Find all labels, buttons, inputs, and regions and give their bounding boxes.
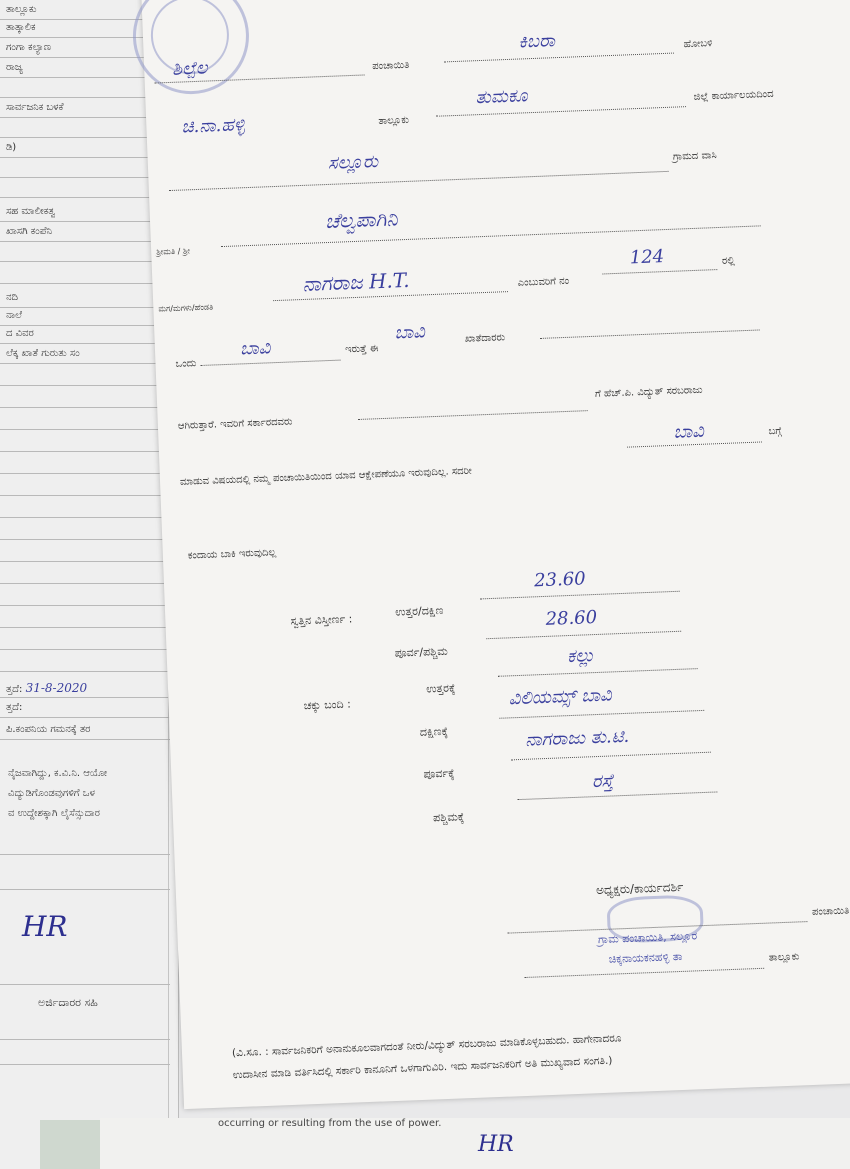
blank-row [0,1045,170,1065]
left-form-row: ಸಾರ್ವಜನಿಕ ಬಳಕೆ [0,98,170,118]
blank-row [0,366,170,386]
para-line-2: ವಿದ್ಯುಡಿಗೊಂಡವುಗಳಿಗೆ ಒಳ [8,788,95,799]
bottom-sheet [100,1118,850,1169]
officer-taluk-suffix: ತಾಲ್ಲೂಕು [768,951,800,964]
dotted-line [498,667,698,677]
hand-name: ಚೆಲ್ವಪಾಗಿನಿ [324,206,398,234]
label-ondu: ಒಂದು [175,358,197,370]
label-grama: ಗ್ರಾಮದ ವಾಸಿ [672,150,717,163]
left-form-row: ಗಂಗಾ ಕಲ್ಯಾಣ [0,38,170,58]
label-south: ದಕ್ಷಿಣಕ್ಕೆ [419,724,449,739]
hand-village: ಶಿಲ್ಪೆಲ [171,57,208,80]
note-line-1: (ವಿ.ಸೂ. : ಸಾರ್ವಜನಿಕರಿಗೆ ಅನಾನುಕೂಲವಾಗದಂತೆ ನೀರು/ವಿದ್ಯುತ್ ಸರಬರಾಜು ಮಾಡಿಕೊಳ್ಳಬಹುದು. ಹಾಗೇನಾದರೂ [231,1032,622,1060]
blank-row [0,630,170,650]
hand-well-3: ಬಾವಿ [673,420,705,443]
left-form-row: ನಾಲೆ [0,306,170,326]
hand-well-1: ಬಾವಿ [239,337,271,360]
label-district: ಜಿಲ್ಲೆ ಕಾರ್ಯಾಲಯದಿಂದ [693,88,774,103]
blank-row [0,652,170,672]
label-taluk: ತಾಲ್ಲೂಕು [378,114,410,127]
blank-row [0,870,170,890]
left-form-row: ತಾತ್ಕಾಲಿಕ [0,18,170,38]
left-form-row: ಸಹ ಮಾಲೀಕತ್ವ [0,202,170,222]
left-form-row: ಡಿ) [0,138,170,158]
label-shrimati: ಶ್ರೀಮತಿ / ಶ್ರೀ [156,246,191,257]
blank-row [0,454,170,474]
dotted-line [486,630,681,639]
dotted-line [540,328,760,338]
left-form-row [0,118,170,138]
blank-row [0,432,170,452]
label-no-dues: ಕಂದಾಯ ಬಾಕಿ ಇರುವುದಿಲ್ಲ [187,547,277,562]
label-west: ಪಶ್ಚಿಮಕ್ಕೆ [432,810,465,825]
boundary-west-value: ರಸ್ತೆ [591,770,614,793]
area-east-west-value: 28.60 [545,606,598,630]
left-form-row: ದ ವಿವರ [0,324,170,344]
para-line-3: ವ ಉದ್ದೇಶಕ್ಕಾಗಿ ಲೈಸೆನ್ಸುದಾರ [8,808,100,819]
label-survey-no: ಎಂಬುವರಿಗೆ ನಂ [517,275,570,289]
blank-row [0,586,170,606]
label-line7: ಆಗಿರುತ್ತಾರೆ. ಇವರಿಗೆ ಸರ್ಕಾರದವರು [177,416,293,432]
blank-row [0,564,170,584]
applicant-signature-label: ಅರ್ಜಿದಾರರ ಸಹಿ [38,996,98,1009]
label-north: ಉತ್ತರಕ್ಕೆ [425,681,456,696]
area-north-south-value: 23.60 [533,568,587,592]
dotted-line [480,590,680,600]
blank-row [0,520,170,540]
left-form-row: ಖಾಸಗಿ ಕಂಪೆನಿ [0,222,170,242]
officer-title: ಅಧ್ಯಕ್ಷರು/ಕಾರ್ಯದರ್ಶಿ [595,879,684,898]
label-ralli: ರಲ್ಲಿ [721,255,736,267]
blank-row [0,498,170,518]
label-area: ಸ್ವತ್ತಿನ ವಿಸ್ತೀರ್ಣ : [290,612,353,628]
left-form-row [0,158,170,178]
left-form-row [0,264,170,284]
label-line8: ಮಾಡುವ ವಿಷಯದಲ್ಲಿ ನಮ್ಮ ಪಂಚಾಯಿತಿಯಿಂದ ಯಾವ ಆಕ್ಷೇಪಣೆಯೂ ಇರುವುದಿಲ್ಲ. ಸದರೀ [179,465,473,488]
stamp-line-1: ಗ್ರಾಮ ಪಂಚಾಯಿತಿ, ಸಲ್ಲೂರ [597,929,698,947]
hand-father-name: ನಾಗರಾಜ H.T. [302,267,410,296]
left-form-row: ತಾಲ್ಲೂಕು [0,0,170,20]
dotted-line [499,709,704,719]
boundary-east-value: ನಾಗರಾಜು ತು.ಟಿ. [524,725,630,751]
officer-panchayat-suffix: ಪಂಚಾಯಿತಿ [811,905,850,918]
label-iruttha: ಇರುತ್ತೆ ಈ [344,343,379,356]
dotted-line [221,224,761,247]
bottom-print-text: occurring or resulting from the use of power. [218,1118,442,1129]
dotted-line [444,52,674,63]
dotted-line [358,409,588,420]
bottom-signature: HR [478,1132,514,1157]
dotted-line [169,170,669,191]
label-bagge: ಬಗ್ಗೆ [768,425,782,438]
left-form-row: ಲೆಕ್ಕ ಖಾತೆ ಗುರುತು ಸಂ [0,344,170,364]
blank-row [0,835,170,855]
dotted-line [436,105,686,117]
label-east: ಪೂರ್ವಕ್ಕೆ [423,766,455,781]
label-east-west: ಪೂರ್ವ/ಪಶ್ಚಿಮ [394,644,448,660]
blank-row [0,965,170,985]
note-line-2: ಉದಾಸೀನ ಮಾಡಿ ವರ್ತಿಸಿದಲ್ಲಿ ಸರ್ಕಾರಿ ಕಾನೂನಿಗೆ ಒಳಗಾಗುವಿರಿ. ಇದು ಸಾರ್ವಜನಿಕರಿಗೆ ಅತಿ ಮುಖ್ಯವಾದ ಸಂಗತಿ.) [232,1054,613,1082]
para-line-1: ನೈಜವಾಗಿದ್ದು, ಕ.ವಿ.ನಿ. ಆಯೋ [8,768,108,779]
blank-row [0,388,170,408]
label-hobli: ಹೋಬಳಿ [683,38,713,51]
hand-hobli: ಕಿಬರಾ [518,30,556,53]
dotted-line [517,790,717,800]
label-panchayat: ಪಂಚಾಯಿತಿ [372,59,410,73]
date-label: ತ್ತದೆ: [6,684,23,695]
left-form-row [0,242,170,262]
noc-document [140,0,850,1109]
dotted-line [524,967,764,978]
label-hp-supply: ಗೆ ಹೆಚ್.ಪಿ. ವಿದ್ಯುತ್ ಸರಬರಾಜು [594,384,703,400]
date-row [0,678,170,698]
hand-grama: ಸಲ್ಲೂರು [327,151,379,174]
label-khatedar: ಖಾತೆದಾರರು [464,332,506,345]
label-north-south: ಉತ್ತರ/ದಕ್ಷಿಣ [394,603,444,619]
dotted-line [511,751,711,761]
label-boundary: ಚಕ್ಕು ಬಂದಿ : [303,697,352,713]
hand-survey-no: 124 [629,246,665,269]
dotted-line [201,359,341,366]
blank-row [0,410,170,430]
blank-row [0,542,170,562]
hand-well-2: ಬಾವಿ [394,321,426,344]
boundary-north-value: ಕಲ್ಲು [566,645,596,668]
stamp-line-2: ಚಿಕ್ಕನಾಯಕನಹಳ್ಳಿ ತಾ [608,949,683,966]
label-relation: ಮಗ/ಮಗಳು/ಹೆಂಡತಿ [158,302,214,314]
hand-taluk: ಚಿ.ನಾ.ಹಳ್ಳಿ [181,114,246,138]
row-c: ಪಿ.ಕಂಪನಿಯ ಗಮನಕ್ಕೆ ತರ [0,720,170,740]
left-form-row: ರಾಜ್ಯ [0,58,170,78]
blank-row [0,476,170,496]
left-form-row: ನದಿ [0,288,170,308]
hand-district: ತುಮಕೂ [475,85,528,109]
boundary-south-value: ವಿಲಿಯಮ್ಸ್ ಬಾವಿ [508,684,612,710]
dotted-line [602,268,717,274]
row-b: ತ್ತದೆ: [0,698,170,718]
blank-row [0,1020,170,1040]
applicant-signature: HR [22,910,68,943]
blank-row [0,608,170,628]
date-value: 31-8-2020 [25,681,88,695]
left-form-row [0,178,170,198]
